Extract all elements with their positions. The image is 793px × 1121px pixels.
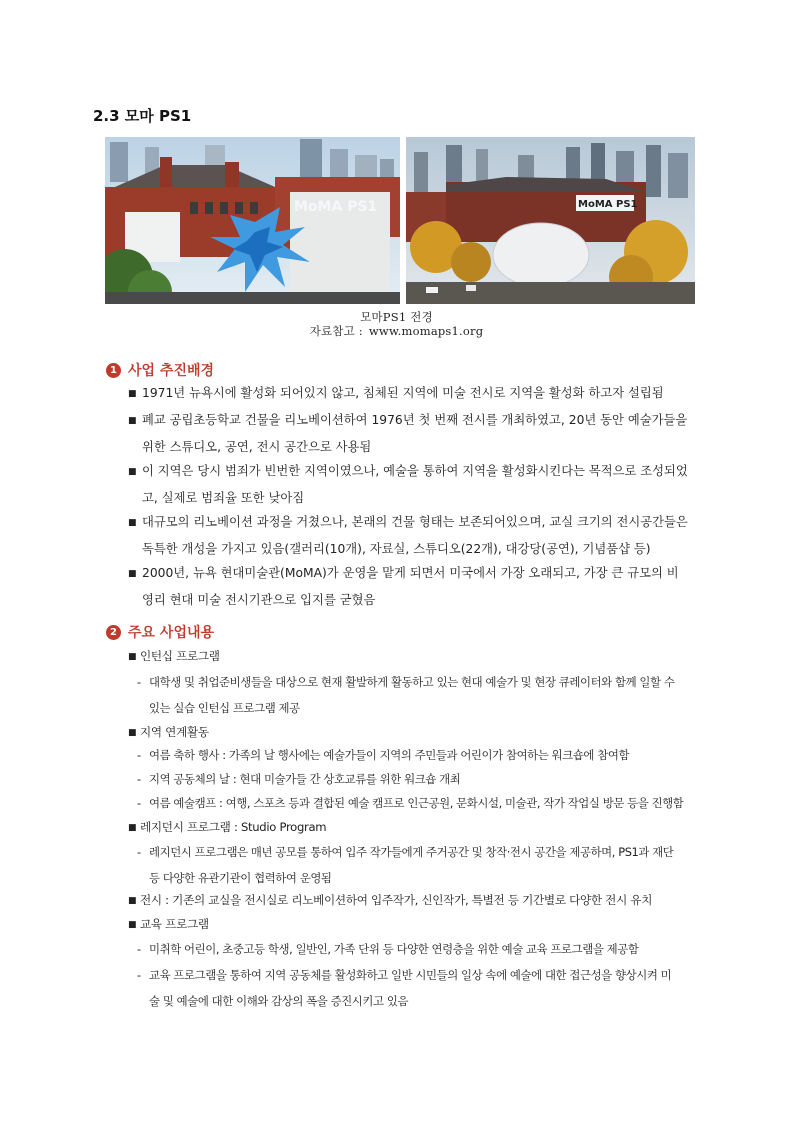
dash-item: - 여름 축하 행사 : 가족의 날 행사에는 예술가들이 지역의 주민들과 어린이가 참여하는 워크숍에 참여함: [137, 748, 630, 762]
source-label: 자료참고 :: [309, 324, 363, 338]
square-bullet-icon: ■: [128, 416, 137, 426]
subheading-exhibition: ■ 전시 : 기존의 교실을 전시실로 리노베이션하여 입주작가, 신인작가, 특별전 등 기간별로 다양한 전시 유치: [128, 887, 720, 914]
moma-ps1-photo-right-image: [406, 137, 695, 304]
photo-source: [0, 323, 793, 339]
source-link[interactable]: www.momaps1.org: [368, 324, 484, 338]
dash-item: - 지역 공동체의 날 : 현대 미술가들 간 상호교류를 위한 워크숍 개최: [137, 772, 461, 786]
dash-item: - 교육 프로그램을 통하여 지역 공동체를 활성화하고 일반 시민들의 일상 속에 예술에 대한 접근성을 향상시켜 미 술 및 예술에 대한 이해와 감상의 폭을 증진시키고 있음: [137, 968, 672, 1008]
heading-content-title: 주요 사업내용: [128, 625, 215, 641]
bullet-item: ■ 이 지역은 당시 범죄가 빈번한 지역이였으나, 예술을 통하여 지역을 활성화시킨다는 목적으로 조성되었 고, 실제로 범죄율 또한 낮아짐: [128, 458, 718, 511]
photo-caption: 모마PS1 전경: [360, 310, 433, 324]
square-bullet-icon: ■: [128, 896, 137, 906]
moma-ps1-photo-right: [406, 137, 695, 304]
moma-ps1-photo-left: [105, 137, 400, 304]
dash-item: - 대학생 및 취업준비생들을 대상으로 현재 활발하게 활동하고 있는 현대 예술가 및 현장 큐레이터와 함께 일할 수 있는 실습 인턴십 프로그램 제공: [137, 675, 675, 715]
square-bullet-icon: ■: [128, 467, 137, 477]
bullet-item: ■ 2000년, 뉴욕 현대미술관(MoMA)가 운영을 맡게 되면서 미국에서 가장 오래되고, 가장 큰 규모의 비 영리 현대 미술 전시기관으로 입지를 굳혔음: [128, 560, 718, 613]
subheading-internship: ■ 인턴십 프로그램: [128, 643, 720, 670]
subheading-residency: ■ 레지던시 프로그램 : Studio Program: [128, 814, 720, 841]
heading-number-badge: 1: [106, 363, 121, 378]
heading-background-title: 사업 추진배경: [128, 363, 215, 379]
square-bullet-icon: ■: [128, 728, 137, 738]
square-bullet-icon: ■: [128, 569, 137, 579]
dash-item: - 레지던시 프로그램은 매년 공모를 통하여 입주 작가들에게 주거공간 및 창작·전시 공간을 제공하며, PS1과 재단 등 다양한 유관기관이 협력하여 운영됨: [137, 845, 674, 885]
dash-item: - 미취학 어린이, 초중고등 학생, 일반인, 가족 단위 등 다양한 연령층을 위한 예술 교육 프로그램을 제공함: [137, 942, 639, 956]
bullet-item: ■ 1971년 뉴욕시에 활성화 되어있지 않고, 침체된 지역에 미술 전시로 지역을 활성화 하고자 설립됨: [128, 380, 718, 407]
subheading-education: ■ 교육 프로그램: [128, 911, 720, 938]
square-bullet-icon: ■: [128, 518, 137, 528]
bullet-item: ■ 폐교 공립초등학교 건물을 리노베이션하여 1976년 첫 번째 전시를 개최하였고, 20년 동안 예술가들을 위한 스튜디오, 공연, 전시 공간으로 사용됨: [128, 407, 718, 460]
square-bullet-icon: ■: [128, 389, 137, 399]
section-title: 2.3 모마 PS1: [93, 107, 192, 125]
heading-background: [106, 360, 214, 380]
square-bullet-icon: ■: [128, 823, 137, 833]
heading-content: [106, 622, 214, 642]
moma-ps1-sign-right: MoMA PS1: [578, 199, 638, 210]
dash-item: - 여름 예술캠프 : 여행, 스포츠 등과 결합된 예술 캠프로 인근공원, 문화시설, 미술관, 작가 작업실 방문 등을 진행함: [137, 796, 684, 810]
heading-number-badge: 2: [106, 625, 121, 640]
square-bullet-icon: ■: [128, 652, 137, 662]
subheading-community: ■ 지역 연계활동: [128, 719, 720, 746]
square-bullet-icon: ■: [128, 920, 137, 930]
moma-ps1-photo-left-image: [105, 137, 400, 304]
moma-ps1-sign-left: MoMA PS1: [294, 199, 378, 215]
bullet-item: ■ 대규모의 리노베이션 과정을 거쳤으나, 본래의 건물 형태는 보존되어있으며, 교실 크기의 전시공간들은 독특한 개성을 가지고 있음(갤러리(10개), 자료실, 스튜디오(22개), 대강당(공연), 기념품샵 등): [128, 509, 718, 562]
